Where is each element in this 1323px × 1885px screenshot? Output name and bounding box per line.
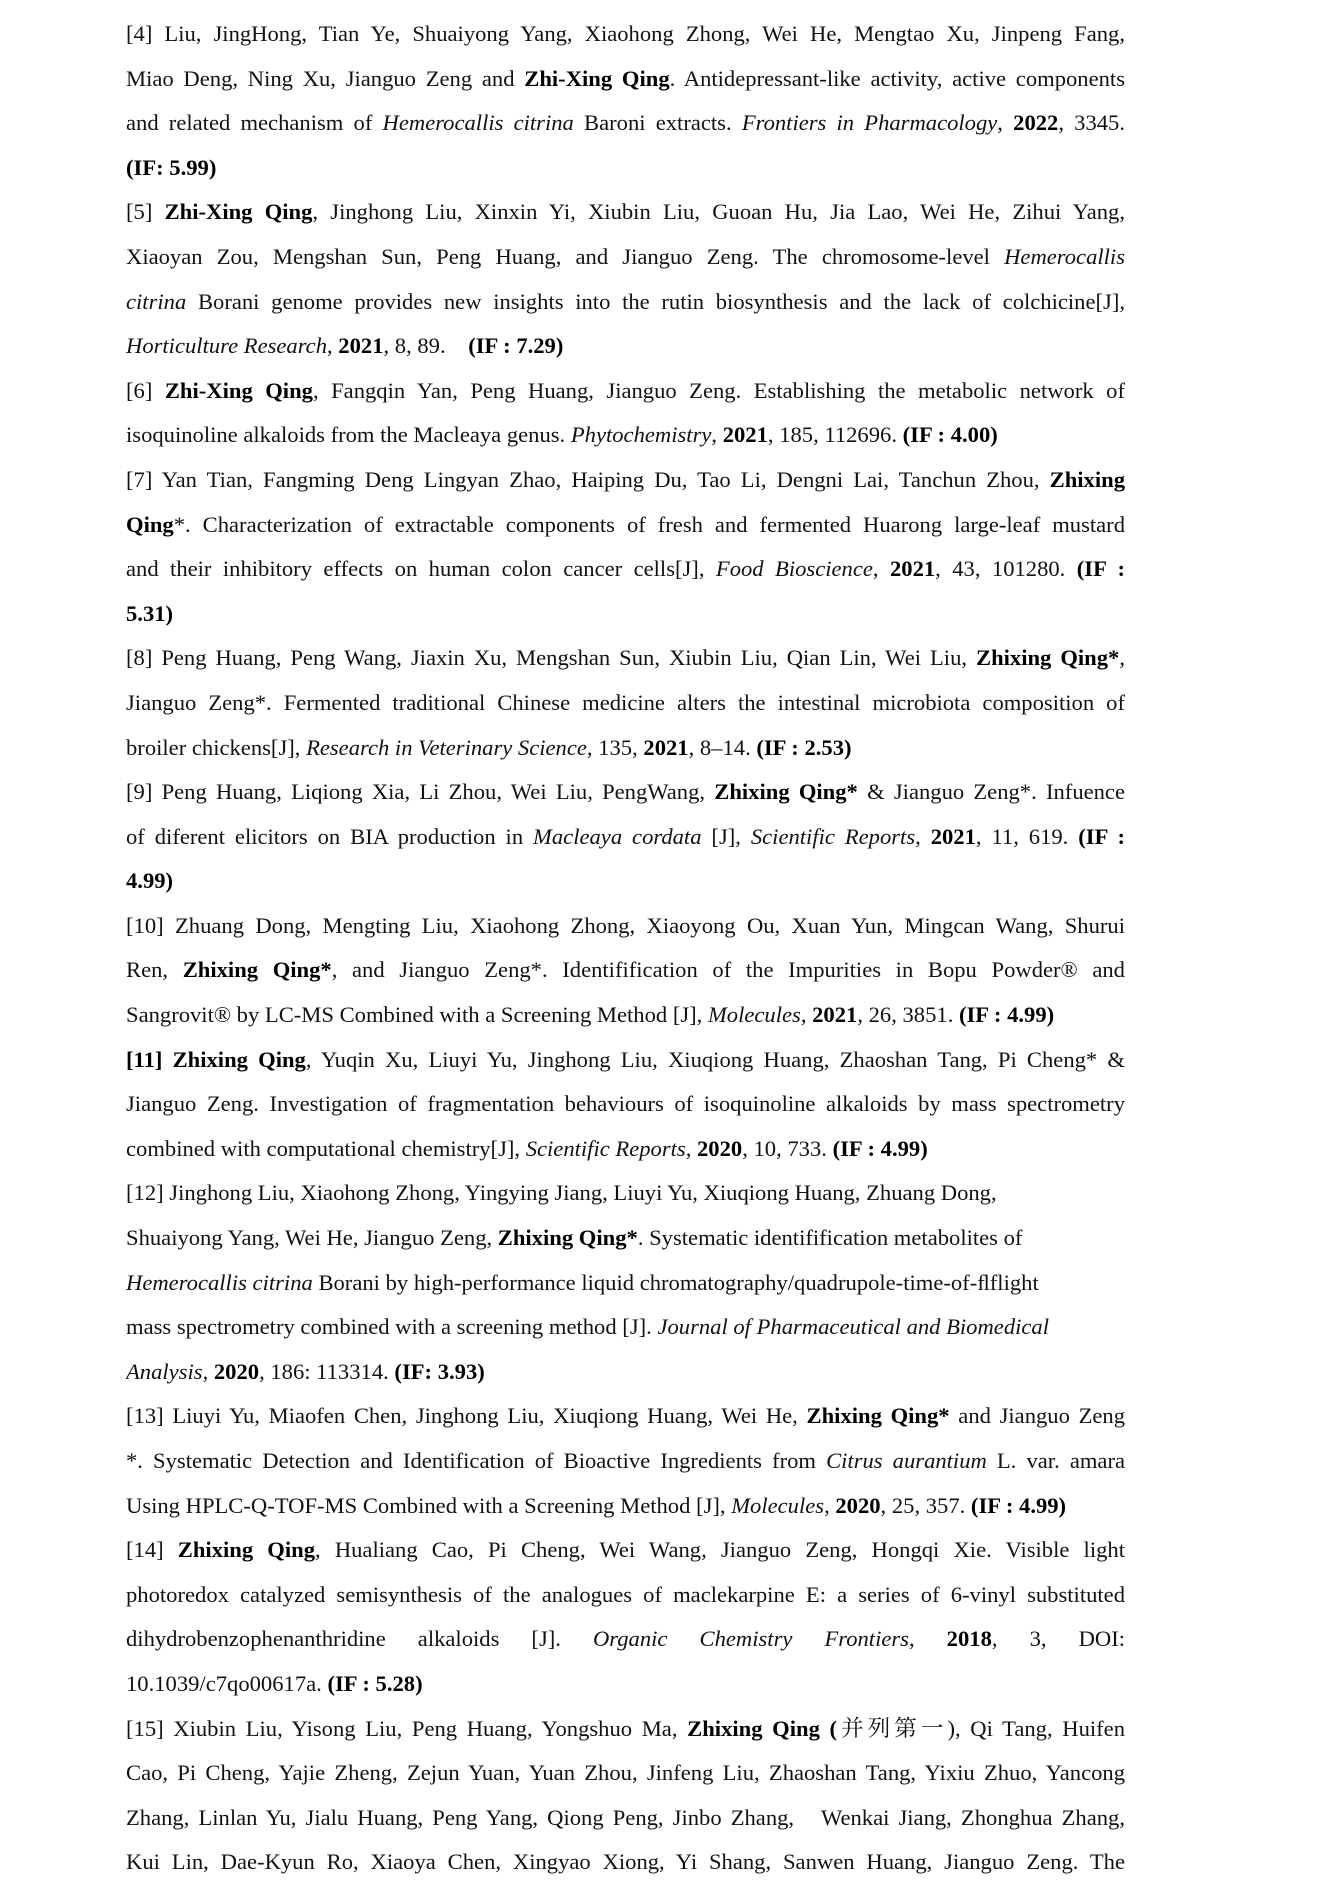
text-run: broiler chickens[J], (126, 734, 307, 760)
text-run: , 26, 3851. (857, 1002, 959, 1028)
reference-line (126, 1840, 1125, 1885)
italic-text: Frontiers in Pharmacology (741, 110, 998, 136)
italic-text: Citrus aurantium (826, 1448, 987, 1473)
bold-text: Zhixing (1049, 466, 1125, 492)
reference-entry (126, 1171, 1125, 1394)
reference-line (126, 1484, 1125, 1529)
text-run: Ren, (126, 957, 183, 983)
bold-text: 2020 (213, 1358, 260, 1384)
reference-line (126, 1439, 1125, 1484)
reference-line (126, 280, 1125, 325)
text-run: mass spectrometry combined with a screening method [J]. (126, 1314, 658, 1340)
italic-text: Scientific Reports (750, 823, 916, 849)
reference-line (126, 1617, 1125, 1662)
bold-text: (IF : 4.00) (902, 422, 998, 448)
bold-text: 2020 (697, 1135, 743, 1161)
bold-text: 5.31) (126, 600, 174, 626)
bold-text: Zhixing Qing* (714, 779, 858, 805)
reference-line (126, 1662, 1125, 1707)
text-run: , (824, 1492, 836, 1518)
text-run: [9] Peng Huang, Liqiong Xia, Li Zhou, Wei Liu, PengWang, (126, 779, 715, 805)
text-run: L. var. amara (986, 1448, 1125, 1473)
text-run: [10] Zhuang Dong, Mengting Liu, Xiaohong Zhong, Xiaoyong Ou, Xuan Yun, Mingcan Wang, Shurui (126, 912, 1125, 938)
text-run: *. Systematic Detection and Identification of Bioactive Ingredients from (126, 1448, 827, 1473)
text-run: [6] (126, 377, 165, 403)
italic-text: Organic Chemistry Frontiers (592, 1626, 909, 1652)
text-run: Sangrovit® by LC-MS Combined with a Screening Method [J], (126, 1002, 708, 1028)
bold-text: (IF: 3.93) (394, 1358, 485, 1384)
bold-text: Zhixing Qing* (806, 1403, 950, 1429)
bold-text: Zhixing Qing* (976, 645, 1120, 671)
reference-line (126, 190, 1125, 235)
reference-line (126, 815, 1125, 860)
italic-text: Hemerocallis citrina (382, 110, 574, 136)
bold-text: Zhixing Qing (177, 1537, 316, 1563)
italic-text: Research in Veterinary Science (306, 734, 587, 760)
text-run: Using HPLC-Q-TOF-MS Combined with a Screening Method [J], (126, 1492, 732, 1518)
text-run: Xiaoyan Zou, Mengshan Sun, Peng Huang, and Jianguo Zeng. The chromosome-level (126, 243, 1005, 269)
text-run: , 3, DOI: (991, 1626, 1125, 1652)
bold-text: (IF : 4.99) (970, 1492, 1067, 1518)
reference-line (126, 1707, 1125, 1752)
reference-line (126, 146, 1125, 191)
italic-text: Food Bioscience (715, 556, 873, 582)
text-run: , (915, 823, 931, 849)
text-run: , Yuqin Xu, Liuyi Yu, Jinghong Liu, Xiuqiong Huang, Zhaoshan Tang, Pi Cheng* & (305, 1046, 1125, 1072)
italic-text: Hemerocallis citrina (126, 1269, 313, 1295)
text-run: , 11, 619. (975, 823, 1079, 849)
reference-line (126, 726, 1125, 771)
bold-text: (IF : 5.28) (327, 1670, 423, 1696)
reference-line (126, 1796, 1125, 1841)
italic-text: Molecules (731, 1492, 825, 1518)
text-run: [4] Liu, JingHong, Tian Ye, Shuaiyong Yang, Xiaohong Zhong, Wei He, Mengtao Xu, Jinpeng Fang, (126, 21, 1125, 46)
italic-text: Molecules (707, 1002, 801, 1028)
text-run: photoredox catalyzed semisynthesis of the analogues of maclekarpine E: a series of 6-vinyl substituted (126, 1581, 1125, 1607)
reference-line (126, 1261, 1125, 1306)
reference-entry (126, 1528, 1125, 1706)
text-run: combined with computational chemistry[J], (126, 1135, 526, 1161)
italic-text: Journal of Pharmaceutical and Biomedical (657, 1314, 1050, 1340)
text-run: , 8, 89. (383, 333, 469, 359)
text-run: , (685, 1135, 697, 1161)
text-run: and related mechanism of (126, 110, 383, 136)
bold-text: 2021 (812, 1002, 858, 1028)
text-run: Zhang, Linlan Yu, Jialu Huang, Peng Yang, Qiong Peng, Jinbo Zhang, Wenkai Jiang, Zhonghua Zhang, (126, 1804, 1125, 1830)
reference-line (126, 904, 1125, 949)
text-run: , (1119, 645, 1125, 671)
reference-entry (126, 1394, 1125, 1528)
bold-text: [11] Zhixing Qing (126, 1046, 306, 1072)
text-run: , (872, 556, 890, 582)
reference-line (126, 1751, 1125, 1796)
text-run: Jianguo Zeng. Investigation of fragmentation behaviours of isoquinoline alkaloids by mass spectrometry (126, 1091, 1125, 1117)
bold-text: (IF : 4.99) (958, 1002, 1055, 1028)
text-run: Jianguo Zeng*. Fermented traditional Chinese medicine alters the intestinal microbiota composition of (126, 689, 1125, 715)
reference-line (126, 1127, 1125, 1172)
text-run: , Hualiang Cao, Pi Cheng, Wei Wang, Jianguo Zeng, Hongqi Xie. Visible light (315, 1537, 1125, 1563)
italic-text: Macleaya cordata (533, 823, 702, 849)
bold-text: 4.99) (126, 868, 174, 894)
bold-text: 2021 (643, 734, 689, 760)
reference-line (126, 235, 1125, 280)
text-run: , 186: 113314. (259, 1358, 395, 1384)
reference-entry (126, 369, 1125, 458)
reference-line (126, 1350, 1125, 1395)
text-run: 并列第一), Qi Tang, Huifen (837, 1715, 1125, 1741)
reference-entry (126, 1707, 1125, 1885)
text-run: , (327, 333, 339, 359)
reference-line (126, 1216, 1125, 1261)
reference-entry (126, 904, 1125, 1038)
text-run: , 185, 112696. (767, 422, 903, 448)
text-run: , 25, 357. (880, 1492, 971, 1518)
text-run: and their inhibitory effects on human colon cancer cells[J], (126, 556, 716, 582)
text-run: [12] Jinghong Liu, Xiaohong Zhong, Yingying Jiang, Liuyi Yu, Xiuqiong Huang, Zhuang Dong, (126, 1180, 997, 1206)
text-run: Miao Deng, Ning Xu, Jianguo Zeng and (126, 65, 525, 91)
reference-line (126, 1171, 1125, 1216)
text-run: and Jianguo Zeng (949, 1403, 1125, 1429)
reference-line (126, 948, 1125, 993)
bold-text: (IF : 2.53) (756, 734, 852, 760)
text-run: dihydrobenzophenanthridine alkaloids [J]. (126, 1626, 593, 1652)
reference-line (126, 1394, 1125, 1439)
text-run: , (997, 110, 1014, 136)
reference-line (126, 101, 1125, 146)
reference-entry (126, 636, 1125, 770)
reference-line (126, 681, 1125, 726)
bold-text: 2021 (889, 556, 936, 582)
text-run: , 43, 101280. (935, 556, 1077, 582)
bold-text: (IF: 5.99) (126, 154, 217, 180)
reference-entry (126, 770, 1125, 904)
text-run: , and Jianguo Zeng*. Identifification of the Impurities in Bopu Powder® and (331, 957, 1125, 983)
reference-entry (126, 190, 1125, 368)
bold-text: Zhi-Xing Qing (164, 377, 313, 403)
text-run: , 10, 733. (742, 1135, 833, 1161)
reference-line (126, 57, 1125, 102)
reference-line (126, 503, 1125, 548)
bold-text: Zhi-Xing Qing (164, 199, 313, 225)
reference-line (126, 636, 1125, 681)
text-run: , (711, 422, 723, 448)
reference-line (126, 1528, 1125, 1573)
italic-text: Horticulture Research (126, 333, 327, 359)
bold-text: Zhixing Qing* (182, 957, 332, 983)
bold-text: 2021 (338, 333, 384, 359)
bold-text: 2021 (722, 422, 768, 448)
italic-text: Hemerocallis (1004, 243, 1125, 269)
bold-text: Qing (126, 511, 174, 537)
italic-text: Scientific Reports (525, 1135, 686, 1161)
reference-entry (126, 12, 1125, 190)
text-run: , (800, 1002, 813, 1028)
text-run: [8] Peng Huang, Peng Wang, Jiaxin Xu, Mengshan Sun, Xiubin Liu, Qian Lin, Wei Liu, (126, 645, 976, 671)
reference-line (126, 993, 1125, 1038)
text-run: Shuaiyong Yang, Wei He, Jianguo Zeng, (126, 1225, 498, 1251)
reference-line (126, 1573, 1125, 1618)
text-run: Borani genome provides new insights into the rutin biosynthesis and the lack of colchicine[J], (186, 288, 1125, 314)
text-run: , 3345. (1058, 110, 1125, 136)
reference-line (126, 324, 1125, 369)
text-run: 10.1039/c7qo00617a. (126, 1670, 328, 1696)
text-run: , 8–14. (688, 734, 757, 760)
bold-text: 2022 (1013, 110, 1059, 136)
italic-text: Analysis (126, 1358, 203, 1384)
reference-line (126, 592, 1125, 637)
text-run: [13] Liuyi Yu, Miaofen Chen, Jinghong Liu, Xiuqiong Huang, Wei He, (126, 1403, 807, 1429)
bold-text: Zhixing Qing ( (687, 1715, 838, 1741)
text-run: & Jianguo Zeng*. Infuence (857, 779, 1125, 805)
text-run: , (202, 1358, 214, 1384)
bold-text: (IF : 7.29) (468, 333, 564, 359)
text-run: [14] (126, 1537, 178, 1563)
italic-text: citrina (126, 288, 187, 314)
text-run: , Jinghong Liu, Xinxin Yi, Xiubin Liu, Guoan Hu, Jia Lao, Wei He, Zihui Yang, (312, 199, 1125, 225)
reference-entry (126, 1038, 1125, 1172)
publication-list (126, 12, 1125, 1885)
bold-text: (IF : (1076, 556, 1125, 582)
text-run: Cao, Pi Cheng, Yajie Zheng, Zejun Yuan, Yuan Zhou, Jinfeng Liu, Zhaoshan Tang, Yixiu Zhuo, Yancong (126, 1760, 1125, 1786)
bold-text: (IF : (1078, 823, 1125, 849)
text-run: . Systematic identifification metabolites of (637, 1225, 1023, 1251)
text-run: of diferent elicitors on BIA production in (126, 823, 534, 849)
bold-text: 2020 (835, 1492, 881, 1518)
text-run: [15] Xiubin Liu, Yisong Liu, Peng Huang, Yongshuo Ma, (126, 1715, 688, 1741)
italic-text: Phytochemistry (570, 422, 712, 448)
text-run: [J], (701, 823, 751, 849)
reference-entry (126, 458, 1125, 636)
bold-text: Zhixing Qing* (497, 1225, 638, 1251)
reference-line (126, 1038, 1125, 1083)
bold-text: 2021 (930, 823, 976, 849)
text-run: [7] Yan Tian, Fangming Deng Lingyan Zhao, Haiping Du, Tao Li, Dengni Lai, Tanchun Zhou, (126, 466, 1050, 492)
reference-line (126, 547, 1125, 592)
text-run: Kui Lin, Dae-Kyun Ro, Xiaoya Chen, Xingyao Xiong, Yi Shang, Sanwen Huang, Jianguo Zeng. The (126, 1849, 1125, 1875)
bold-text: (IF : 4.99) (832, 1135, 928, 1161)
text-run: isoquinoline alkaloids from the Macleaya genus. (126, 422, 571, 448)
text-run: *. Characterization of extractable components of fresh and fermented Huarong large-leaf mustard (173, 511, 1125, 537)
text-run: Baroni extracts. (573, 110, 742, 136)
reference-line (126, 1082, 1125, 1127)
text-run: , Fangqin Yan, Peng Huang, Jianguo Zeng. Establishing the metabolic network of (312, 377, 1125, 403)
reference-line (126, 859, 1125, 904)
text-run: , 135, (586, 734, 644, 760)
reference-line (126, 770, 1125, 815)
reference-line (126, 458, 1125, 503)
text-run: [5] (126, 199, 165, 225)
text-run: , (908, 1626, 947, 1652)
reference-line (126, 12, 1125, 57)
reference-line (126, 1305, 1125, 1350)
reference-line (126, 369, 1125, 414)
bold-text: 2018 (946, 1626, 992, 1652)
text-run: Borani by high-performance liquid chromatography/quadrupole-time-of-ﬂflight (312, 1269, 1039, 1295)
bold-text: Zhi-Xing Qing (524, 65, 670, 91)
text-run: . Antidepressant-like activity, active components (669, 65, 1125, 91)
reference-line (126, 413, 1125, 458)
